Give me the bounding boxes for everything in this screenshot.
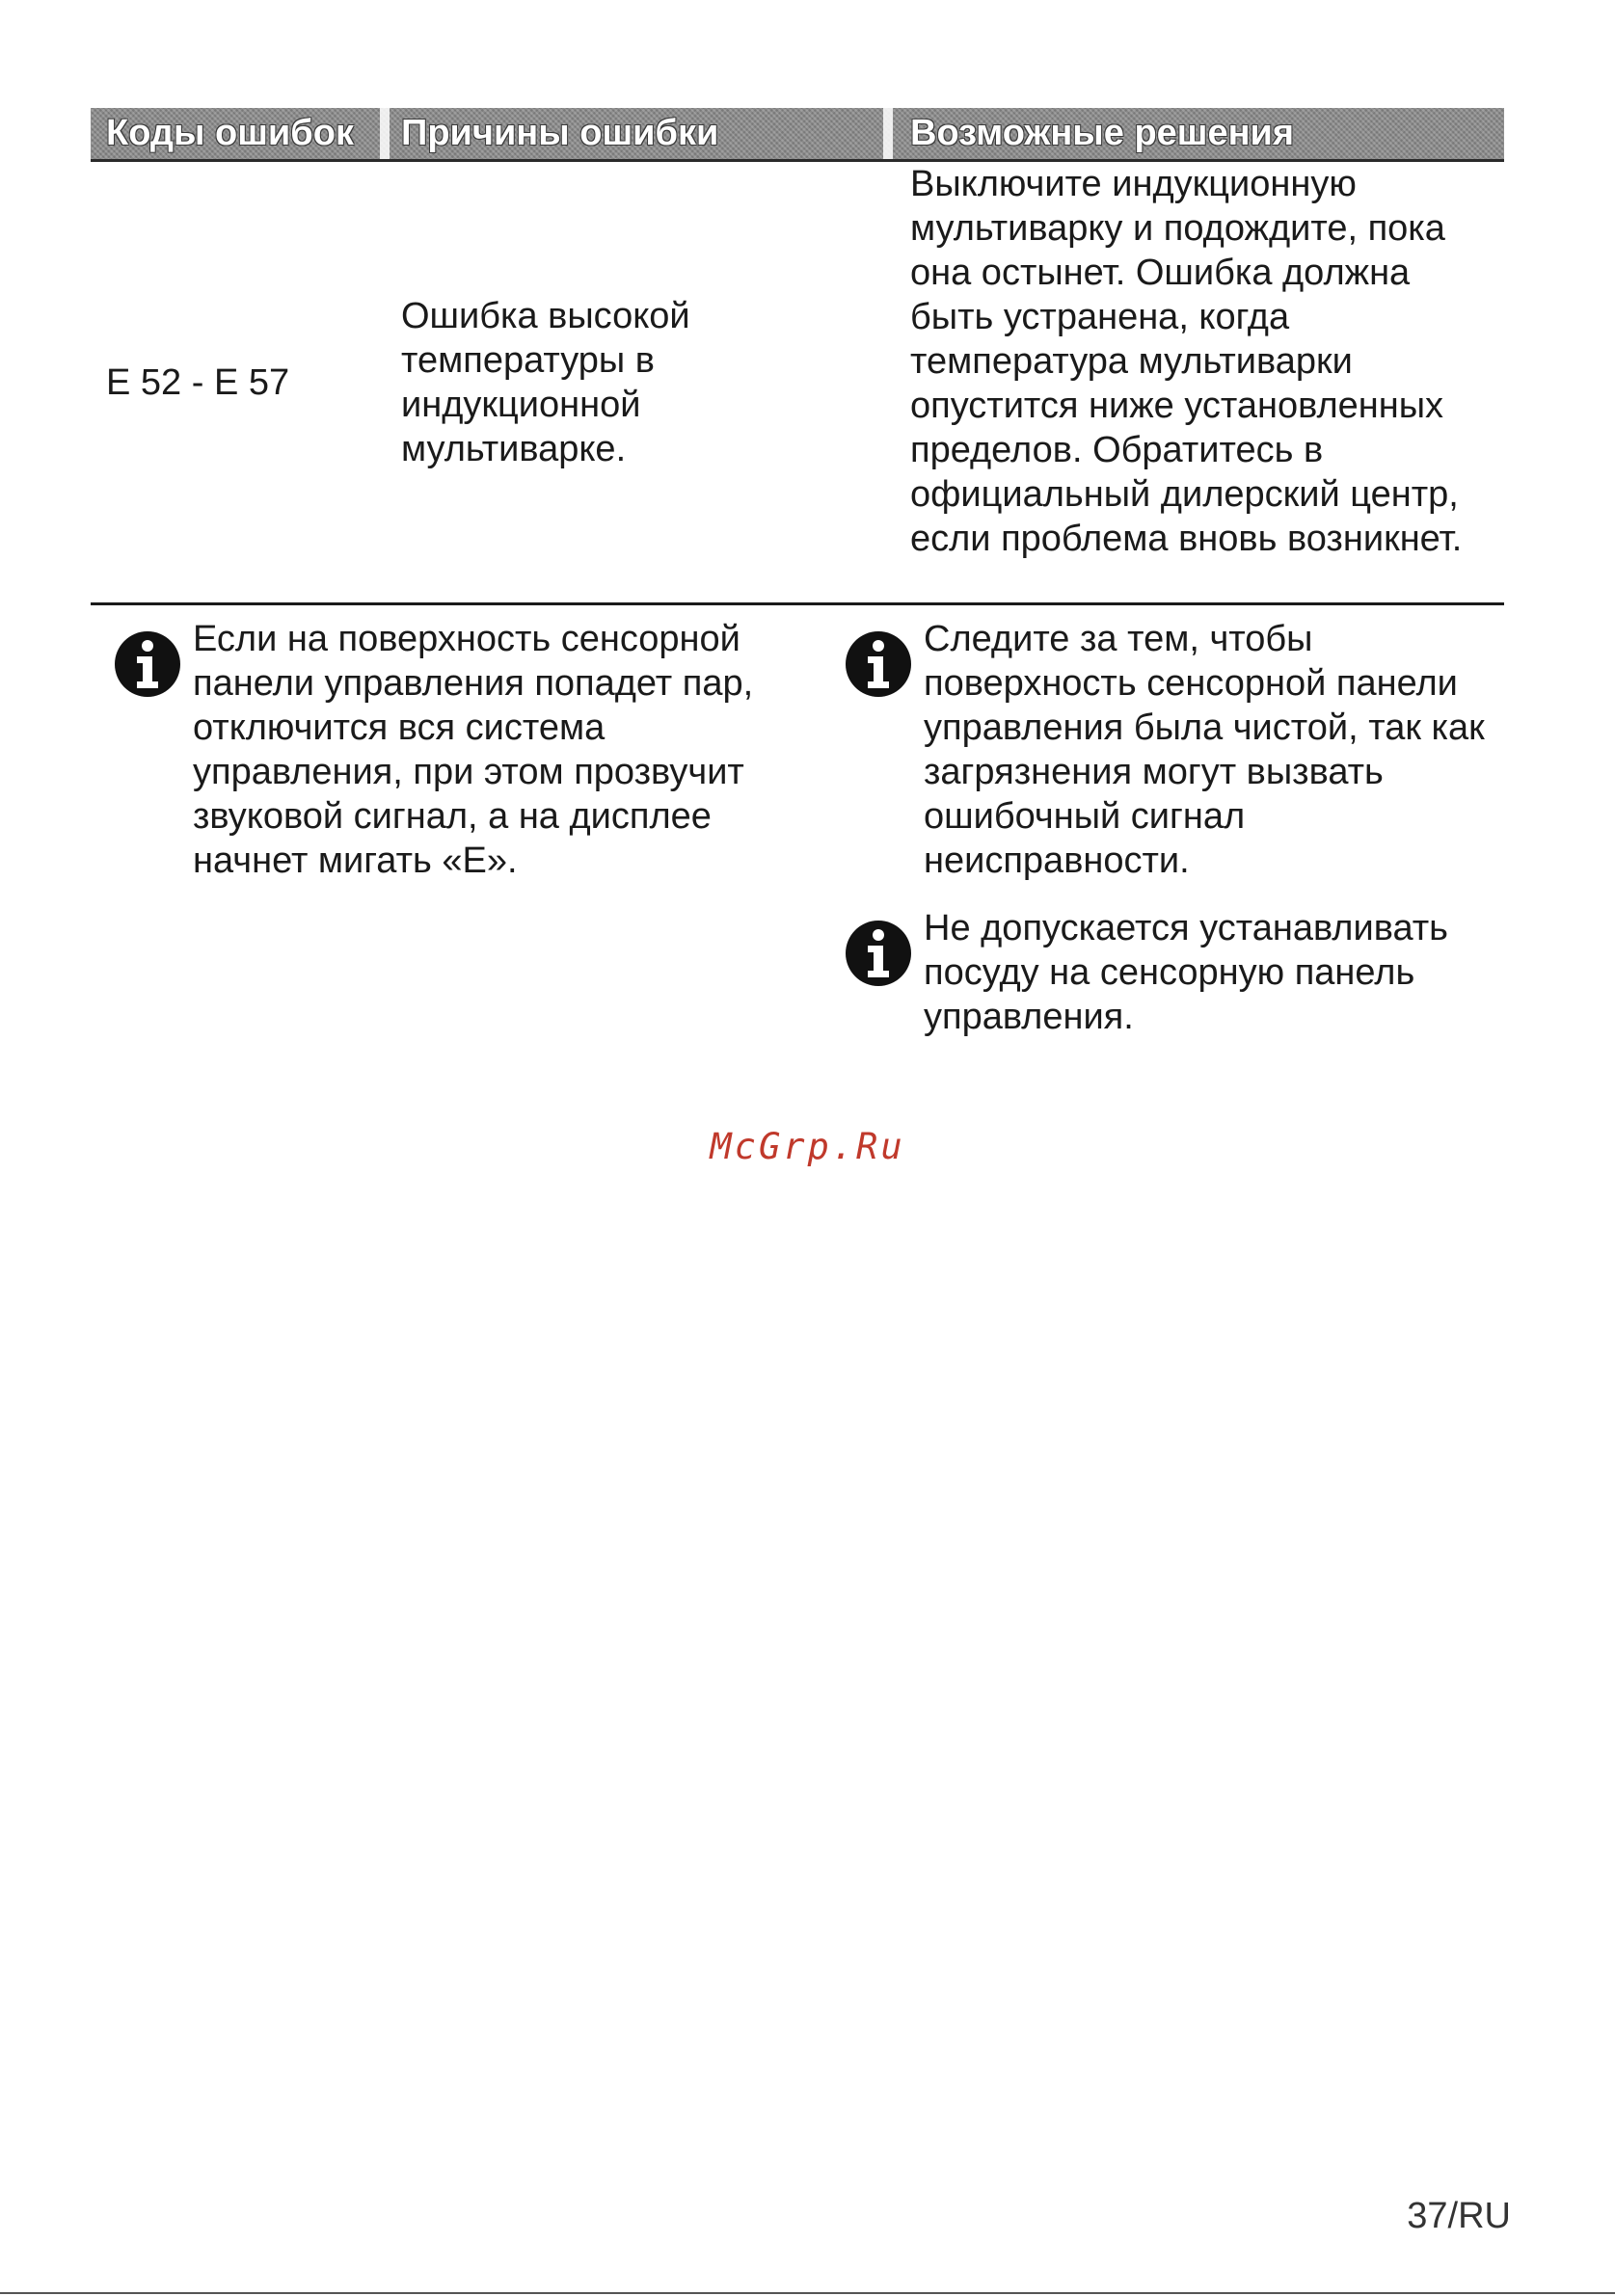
header-possible-solutions: Возможные решения <box>910 113 1295 153</box>
info-note <box>845 617 1500 883</box>
error-solution-cell: Выключите индукционную мультиварку и подождите, пока она остынет. Ошибка должна быть устранена, когда температура мультиварки опустится ниже установленных пределов. Обратитесь в официальный дилерский центр, если проблема вновь возникнет. <box>910 164 1463 559</box>
note-text: Не допускается устанавливать посуду на сенсорную панель управления. <box>924 908 1448 1037</box>
info-note <box>845 906 1500 1039</box>
page-number: 37/RU <box>1407 2196 1511 2236</box>
error-code: E 52 - E 57 <box>106 361 290 403</box>
header-error-codes: Коды ошибок <box>106 113 354 153</box>
info-icon <box>845 630 912 698</box>
note-text: Если на поверхность сенсорной панели управления попадет пар, отключится вся система управления, при этом прозвучит звуковой сигнал, а на дисплее начнет мигать «E». <box>193 619 754 881</box>
info-note <box>114 617 769 883</box>
table-row <box>91 162 1504 605</box>
header-error-causes: Причины ошибки <box>401 113 719 153</box>
watermark: McGrp.Ru <box>710 1126 905 1167</box>
bottom-divider <box>0 2292 1615 2294</box>
table-header <box>91 108 1504 162</box>
header-separator <box>883 108 893 159</box>
info-icon <box>845 920 912 987</box>
header-separator <box>380 108 390 159</box>
error-cause-cell <box>401 162 864 602</box>
error-codes-table <box>91 108 1504 605</box>
note-text: Следите за тем, чтобы поверхность сенсорной панели управления была чистой, так как загрязнения могут вызвать ошибочный сигнал неисправности. <box>924 619 1485 881</box>
info-icon <box>114 630 181 698</box>
error-cause: Ошибка высокой температуры в индукционной мультиварке. <box>401 295 690 469</box>
error-code-cell <box>106 162 289 602</box>
